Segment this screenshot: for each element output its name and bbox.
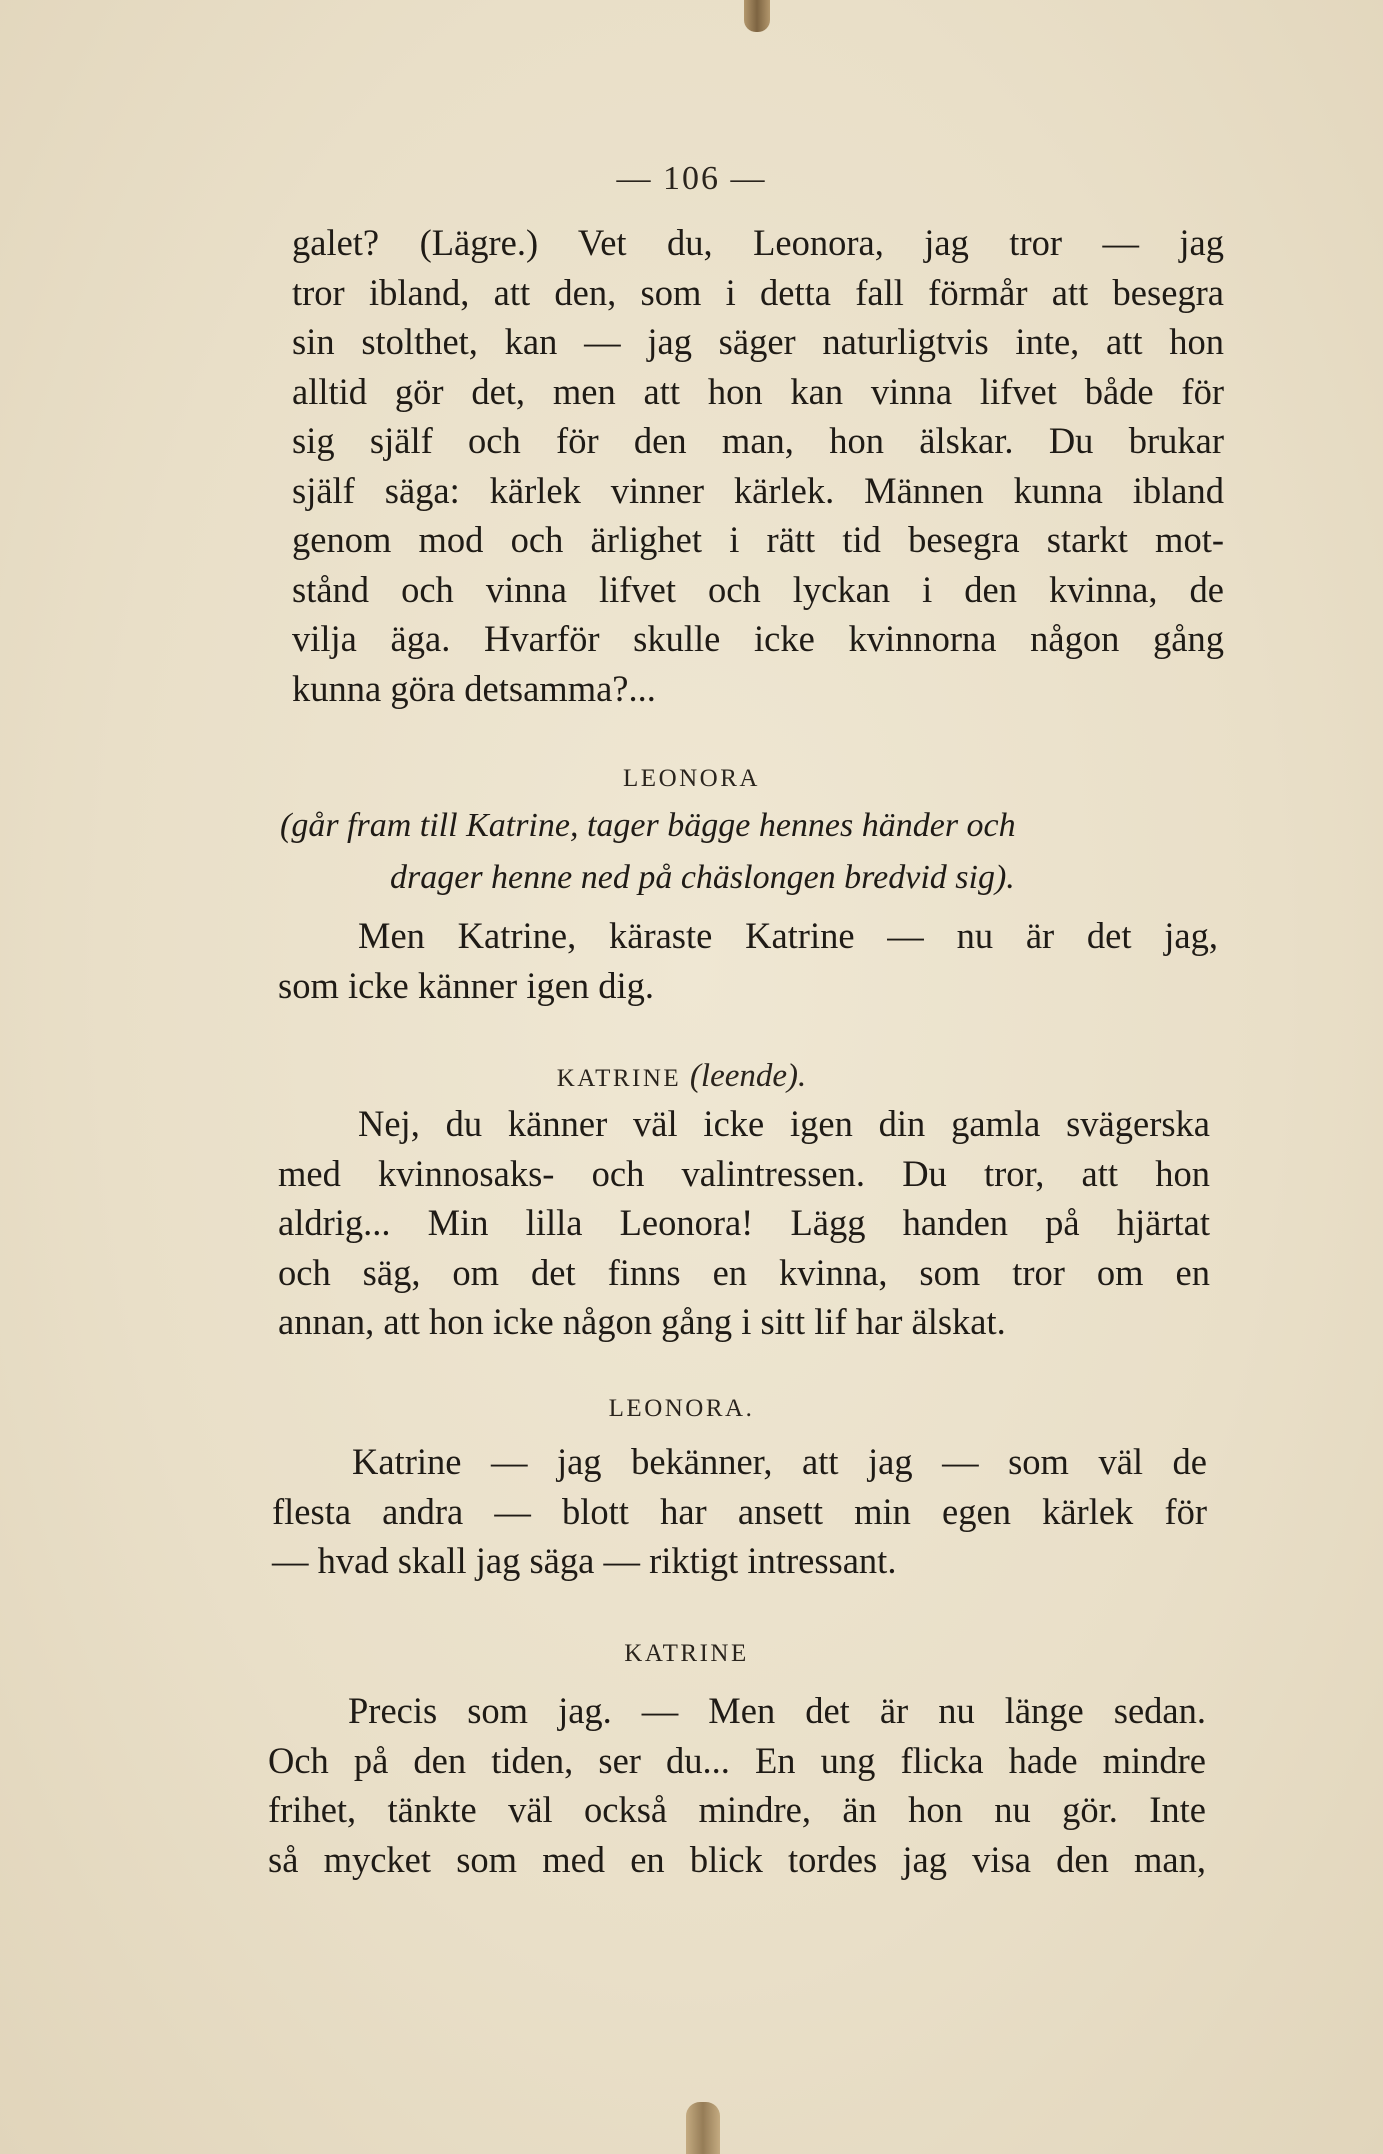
speaker-heading: KATRINE bbox=[624, 1640, 749, 1667]
speaker-name: KATRINE bbox=[556, 1065, 682, 1092]
text-line: stånd och vinna lifvet och lyckan i den kvinna, de bbox=[292, 568, 1224, 610]
text-line: med kvinnosaks- och valintressen. Du tror, att hon bbox=[278, 1152, 1210, 1194]
opening-paragraph bbox=[292, 218, 1224, 713]
text-line: annan, att hon icke någon gång i sitt lif har älskat. bbox=[278, 1301, 1006, 1342]
text-line: Men Katrine, käraste Katrine — nu är det jag, bbox=[358, 915, 1218, 956]
speaker-direction: (leende). bbox=[689, 1058, 807, 1094]
text-line: tror ibland, att den, som i detta fall förmår att besegra bbox=[292, 271, 1224, 313]
binding-thread-mark bbox=[686, 2102, 720, 2154]
text-line: Katrine — jag bekänner, att jag — som väl de bbox=[352, 1441, 1207, 1482]
speaker-heading: LEONORA. bbox=[608, 1395, 755, 1422]
page-number: — 106 — bbox=[616, 160, 767, 197]
speaker-heading bbox=[0, 1058, 1373, 1095]
text-line: alltid gör det, men att hon kan vinna lifvet både för bbox=[292, 370, 1224, 412]
text-line: vilja äga. Hvarför skulle icke kvinnorna någon gång bbox=[292, 618, 1224, 659]
binding-thread-mark bbox=[744, 0, 770, 32]
text-line: som icke känner igen dig. bbox=[278, 964, 655, 1006]
text-line: frihet, tänkte väl också mindre, än hon nu gör. Inte bbox=[268, 1789, 1206, 1830]
text-line: Nej, du känner väl icke igen din gamla svägerska bbox=[358, 1103, 1210, 1144]
speech-leonora-2 bbox=[272, 1437, 1207, 1586]
text-line: genom mod och ärlighet i rätt tid besegra starkt mot- bbox=[292, 519, 1224, 560]
direction-line: (går fram till Katrine, tager bägge hennes händer och bbox=[280, 807, 1016, 844]
text-line: — hvad skall jag säga — riktigt intressant. bbox=[272, 1540, 897, 1581]
speech-leonora-1 bbox=[278, 911, 1218, 1010]
text-line: sig själf och för den man, hon älskar. Du brukar bbox=[292, 420, 1224, 461]
text-line: och säg, om det finns en kvinna, som tror om en bbox=[278, 1251, 1210, 1293]
text-line: kunna göra detsamma?... bbox=[292, 667, 656, 709]
speech-katrine-2 bbox=[268, 1686, 1206, 1884]
speaker-heading: LEONORA bbox=[623, 765, 760, 792]
stage-direction bbox=[280, 800, 1220, 904]
text-line: Precis som jag. — Men det är nu länge sedan. bbox=[348, 1690, 1206, 1731]
text-line: Och på den tiden, ser du... En ung flicka hade mindre bbox=[268, 1739, 1206, 1781]
speech-katrine-1 bbox=[278, 1099, 1210, 1347]
text-line: aldrig... Min lilla Leonora! Lägg handen på hjärtat bbox=[278, 1202, 1210, 1243]
text-line: sin stolthet, kan — jag säger naturligtvis inte, att hon bbox=[292, 321, 1224, 362]
text-line: flesta andra — blott har ansett min egen kärlek för bbox=[272, 1490, 1207, 1532]
text-line: galet? (Lägre.) Vet du, Leonora, jag tror — jag bbox=[292, 222, 1224, 263]
text-line: själf säga: kärlek vinner kärlek. Männen kunna ibland bbox=[292, 469, 1224, 511]
direction-line: drager henne ned på chäslongen bredvid sig). bbox=[390, 859, 1015, 896]
text-line: så mycket som med en blick tordes jag visa den man, bbox=[268, 1838, 1206, 1880]
